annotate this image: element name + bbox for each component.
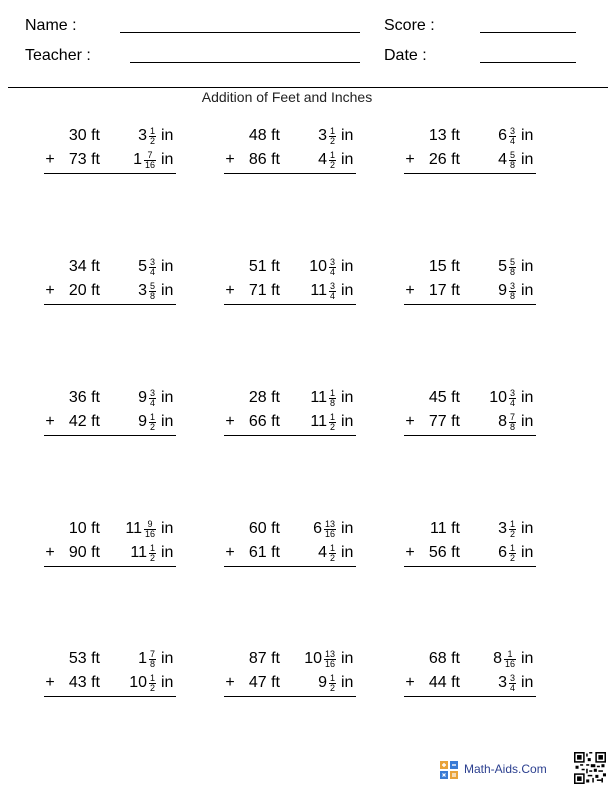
feet-value: 73 ft — [68, 151, 100, 168]
fraction-numerator: 3 — [149, 256, 155, 267]
problem-6 — [400, 255, 550, 315]
addend-row — [220, 386, 370, 410]
inches-value — [468, 124, 516, 148]
inches-whole: 3 — [498, 520, 507, 537]
inch-unit: in — [161, 389, 174, 406]
inches-fraction — [144, 520, 156, 539]
answer-line[interactable] — [404, 696, 536, 697]
inches-fraction — [149, 258, 156, 277]
inches-whole: 9 — [138, 389, 147, 406]
addend-row — [40, 671, 190, 695]
inch-unit: in — [521, 650, 534, 667]
inches-value — [108, 410, 156, 434]
feet-value: 47 ft — [248, 674, 280, 691]
inch-unit: in — [341, 650, 354, 667]
feet-value: 66 ft — [248, 413, 280, 430]
fraction-numerator: 1 — [149, 411, 155, 422]
fraction-denominator: 2 — [329, 682, 335, 693]
feet-value: 77 ft — [428, 413, 460, 430]
addend-row — [40, 386, 190, 410]
inches-value — [108, 124, 156, 148]
inches-value — [468, 255, 516, 279]
feet-value: 26 ft — [428, 151, 460, 168]
inch-unit: in — [341, 258, 354, 275]
fraction-denominator: 4 — [149, 397, 155, 408]
fraction-denominator: 8 — [149, 658, 155, 669]
inch-unit: in — [161, 282, 174, 299]
fraction-denominator: 2 — [509, 528, 515, 539]
inches-fraction — [324, 520, 336, 539]
plus-sign: + — [405, 282, 415, 299]
inches-fraction — [329, 258, 336, 277]
date-label: Date : — [384, 47, 427, 64]
answer-line[interactable] — [44, 173, 176, 174]
inches-value — [288, 148, 336, 172]
teacher-label: Teacher : — [25, 47, 91, 64]
feet-value: 86 ft — [248, 151, 280, 168]
inch-unit: in — [521, 151, 534, 168]
site-name: Math-Aids.Com — [464, 762, 547, 776]
inches-value — [288, 541, 336, 565]
inches-value — [288, 255, 336, 279]
inch-unit: in — [521, 127, 534, 144]
inches-whole: 3 — [138, 127, 147, 144]
problem-1 — [40, 124, 190, 184]
inches-whole: 3 — [138, 282, 147, 299]
feet-value: 90 ft — [68, 544, 100, 561]
inches-fraction — [509, 258, 516, 277]
feet-value: 13 ft — [428, 127, 460, 144]
fraction-numerator: 13 — [324, 518, 335, 529]
fraction-numerator: 3 — [509, 125, 515, 136]
inches-whole: 1 — [133, 151, 142, 168]
fraction-denominator: 8 — [509, 266, 515, 277]
name-field-line[interactable] — [120, 32, 360, 33]
plus-sign: + — [225, 413, 235, 430]
inches-value — [288, 517, 336, 541]
addend-row — [400, 671, 550, 695]
inch-unit: in — [341, 674, 354, 691]
addend-row — [400, 386, 550, 410]
inches-whole: 11 — [130, 544, 147, 561]
addend-row — [220, 647, 370, 671]
problem-2 — [220, 124, 370, 184]
fraction-denominator: 8 — [149, 290, 155, 301]
addend-row — [220, 124, 370, 148]
plus-sign: + — [405, 151, 415, 168]
qr-code-icon — [574, 752, 606, 784]
feet-value: 42 ft — [68, 413, 100, 430]
answer-line[interactable] — [224, 173, 356, 174]
fraction-numerator: 3 — [329, 256, 335, 267]
inch-unit: in — [521, 282, 534, 299]
answer-line[interactable] — [44, 435, 176, 436]
inches-whole: 9 — [318, 674, 327, 691]
inches-whole: 9 — [498, 282, 507, 299]
fraction-denominator: 8 — [509, 159, 515, 170]
problem-9 — [400, 386, 550, 446]
inches-fraction — [509, 282, 516, 301]
fraction-numerator: 1 — [329, 542, 335, 553]
answer-line[interactable] — [404, 566, 536, 567]
inches-whole: 11 — [310, 413, 327, 430]
inch-unit: in — [161, 674, 174, 691]
fraction-denominator: 16 — [144, 159, 155, 170]
fraction-denominator: 2 — [329, 421, 335, 432]
fraction-denominator: 16 — [144, 528, 155, 539]
inches-value — [468, 410, 516, 434]
inch-unit: in — [161, 650, 174, 667]
feet-value: 68 ft — [428, 650, 460, 667]
fraction-numerator: 1 — [507, 648, 513, 659]
inch-unit: in — [341, 413, 354, 430]
inch-unit: in — [521, 258, 534, 275]
problem-13 — [40, 647, 190, 707]
answer-line[interactable] — [44, 304, 176, 305]
inches-whole: 8 — [498, 413, 507, 430]
inches-whole: 8 — [493, 650, 502, 667]
plus-sign: + — [405, 544, 415, 561]
fraction-denominator: 2 — [149, 682, 155, 693]
header-divider — [8, 87, 608, 88]
fraction-numerator: 13 — [324, 648, 335, 659]
fraction-denominator: 4 — [509, 397, 515, 408]
answer-line[interactable] — [224, 435, 356, 436]
inches-fraction — [329, 544, 336, 563]
inch-unit: in — [521, 389, 534, 406]
addend-row — [400, 255, 550, 279]
addend-row — [40, 541, 190, 565]
fraction-denominator: 2 — [149, 135, 155, 146]
inches-whole: 6 — [498, 127, 507, 144]
fraction-numerator: 1 — [329, 387, 335, 398]
inches-value — [108, 647, 156, 671]
inches-whole: 4 — [318, 544, 327, 561]
feet-value: 44 ft — [428, 674, 460, 691]
addend-row — [400, 517, 550, 541]
fraction-denominator: 2 — [329, 552, 335, 563]
calculator-icon — [440, 761, 458, 779]
problem-7 — [40, 386, 190, 446]
worksheet-title: Addition of Feet and Inches — [201, 89, 373, 105]
fraction-denominator: 2 — [329, 159, 335, 170]
fraction-denominator: 8 — [509, 290, 515, 301]
feet-value: 15 ft — [428, 258, 460, 275]
plus-sign: + — [45, 282, 55, 299]
addend-row — [400, 148, 550, 172]
answer-line[interactable] — [44, 566, 176, 567]
inches-whole: 10 — [309, 258, 327, 275]
plus-sign: + — [225, 282, 235, 299]
inches-fraction — [509, 127, 516, 146]
fraction-denominator: 16 — [324, 658, 335, 669]
fraction-numerator: 1 — [149, 672, 155, 683]
answer-line[interactable] — [404, 435, 536, 436]
fraction-numerator: 7 — [149, 648, 155, 659]
addend-row — [220, 255, 370, 279]
addend-row — [220, 517, 370, 541]
feet-value: 28 ft — [248, 389, 280, 406]
inches-whole: 5 — [498, 258, 507, 275]
inches-fraction — [509, 151, 516, 170]
inches-fraction — [149, 544, 156, 563]
plus-sign: + — [45, 413, 55, 430]
plus-sign: + — [225, 674, 235, 691]
addend-row — [400, 279, 550, 303]
feet-value: 56 ft — [428, 544, 460, 561]
inches-fraction — [509, 544, 516, 563]
inches-value — [468, 647, 516, 671]
inches-whole: 11 — [310, 282, 327, 299]
inch-unit: in — [341, 389, 354, 406]
date-field-line[interactable] — [480, 62, 576, 63]
inches-fraction — [149, 413, 156, 432]
fraction-numerator: 1 — [329, 411, 335, 422]
fraction-numerator: 1 — [149, 542, 155, 553]
inch-unit: in — [161, 258, 174, 275]
inches-whole: 6 — [313, 520, 322, 537]
inches-value — [288, 647, 336, 671]
addend-row — [220, 671, 370, 695]
inches-value — [288, 124, 336, 148]
addend-row — [220, 279, 370, 303]
answer-line[interactable] — [404, 304, 536, 305]
inches-value — [468, 279, 516, 303]
feet-value: 60 ft — [248, 520, 280, 537]
fraction-denominator: 2 — [149, 421, 155, 432]
problem-15 — [400, 647, 550, 707]
inch-unit: in — [341, 127, 354, 144]
problem-3 — [400, 124, 550, 184]
inches-fraction — [149, 389, 156, 408]
answer-line[interactable] — [224, 696, 356, 697]
inches-fraction — [504, 650, 516, 669]
feet-value: 36 ft — [68, 389, 100, 406]
inches-fraction — [149, 674, 156, 693]
inches-fraction — [149, 127, 156, 146]
inches-whole: 11 — [310, 389, 327, 406]
fraction-denominator: 16 — [504, 658, 515, 669]
fraction-numerator: 1 — [509, 542, 515, 553]
fraction-denominator: 4 — [509, 682, 515, 693]
addend-row — [400, 647, 550, 671]
inches-value — [288, 279, 336, 303]
fraction-numerator: 1 — [329, 149, 335, 160]
inches-whole: 3 — [498, 674, 507, 691]
fraction-numerator: 1 — [509, 518, 515, 529]
inches-whole: 10 — [489, 389, 507, 406]
inch-unit: in — [521, 413, 534, 430]
inches-value — [468, 541, 516, 565]
inches-value — [108, 517, 156, 541]
addend-row — [40, 279, 190, 303]
fraction-denominator: 16 — [324, 528, 335, 539]
addend-row — [40, 410, 190, 434]
fraction-denominator: 8 — [509, 421, 515, 432]
inches-fraction — [144, 151, 156, 170]
fraction-numerator: 1 — [329, 125, 335, 136]
inch-unit: in — [341, 544, 354, 561]
feet-value: 11 ft — [430, 520, 460, 537]
inches-whole: 11 — [125, 520, 142, 537]
inches-whole: 5 — [138, 258, 147, 275]
inches-whole: 3 — [318, 127, 327, 144]
addend-row — [40, 517, 190, 541]
feet-value: 10 ft — [68, 520, 100, 537]
inches-value — [468, 148, 516, 172]
feet-value: 30 ft — [68, 127, 100, 144]
inches-fraction — [329, 674, 336, 693]
addend-row — [40, 148, 190, 172]
fraction-numerator: 3 — [509, 280, 515, 291]
inches-fraction — [329, 127, 336, 146]
plus-sign: + — [225, 544, 235, 561]
problem-10 — [40, 517, 190, 577]
fraction-numerator: 3 — [329, 280, 335, 291]
plus-sign: + — [45, 674, 55, 691]
addend-row — [40, 124, 190, 148]
plus-sign: + — [405, 413, 415, 430]
inch-unit: in — [341, 282, 354, 299]
plus-sign: + — [45, 151, 55, 168]
fraction-numerator: 7 — [147, 149, 153, 160]
feet-value: 45 ft — [428, 389, 460, 406]
problem-4 — [40, 255, 190, 315]
inches-value — [288, 410, 336, 434]
answer-line[interactable] — [44, 696, 176, 697]
fraction-denominator: 2 — [329, 135, 335, 146]
inch-unit: in — [161, 127, 174, 144]
inch-unit: in — [521, 520, 534, 537]
inches-fraction — [509, 389, 516, 408]
addend-row — [220, 541, 370, 565]
inches-fraction — [329, 282, 336, 301]
inches-fraction — [329, 413, 336, 432]
problem-14 — [220, 647, 370, 707]
inch-unit: in — [161, 544, 174, 561]
fraction-numerator: 7 — [509, 411, 515, 422]
fraction-denominator: 8 — [329, 397, 335, 408]
plus-sign: + — [225, 151, 235, 168]
inch-unit: in — [341, 151, 354, 168]
fraction-denominator: 4 — [329, 290, 335, 301]
answer-line[interactable] — [224, 304, 356, 305]
fraction-numerator: 1 — [149, 125, 155, 136]
feet-value: 87 ft — [248, 650, 280, 667]
inches-value — [288, 386, 336, 410]
addend-row — [400, 124, 550, 148]
answer-line[interactable] — [224, 566, 356, 567]
feet-value: 17 ft — [428, 282, 460, 299]
problem-5 — [220, 255, 370, 315]
fraction-numerator: 5 — [509, 149, 515, 160]
feet-value: 71 ft — [248, 282, 280, 299]
inch-unit: in — [161, 520, 174, 537]
addend-row — [400, 410, 550, 434]
inches-value — [108, 279, 156, 303]
fraction-numerator: 9 — [147, 518, 153, 529]
inch-unit: in — [341, 520, 354, 537]
problem-12 — [400, 517, 550, 577]
inches-whole: 10 — [129, 674, 147, 691]
feet-value: 34 ft — [68, 258, 100, 275]
inches-fraction — [509, 674, 516, 693]
fraction-numerator: 1 — [329, 672, 335, 683]
inches-fraction — [149, 282, 156, 301]
inches-value — [288, 671, 336, 695]
inches-value — [108, 671, 156, 695]
fraction-numerator: 3 — [509, 672, 515, 683]
inches-fraction — [149, 650, 156, 669]
inches-fraction — [324, 650, 336, 669]
fraction-denominator: 2 — [509, 552, 515, 563]
fraction-denominator: 2 — [149, 552, 155, 563]
fraction-denominator: 4 — [329, 266, 335, 277]
addend-row — [220, 148, 370, 172]
inches-value — [468, 386, 516, 410]
plus-sign: + — [405, 674, 415, 691]
inches-whole: 1 — [138, 650, 147, 667]
inches-value — [468, 671, 516, 695]
fraction-numerator: 5 — [509, 256, 515, 267]
inches-whole: 4 — [318, 151, 327, 168]
fraction-numerator: 3 — [149, 387, 155, 398]
inch-unit: in — [521, 674, 534, 691]
inches-whole: 6 — [498, 544, 507, 561]
inches-value — [468, 517, 516, 541]
addend-row — [220, 410, 370, 434]
feet-value: 43 ft — [68, 674, 100, 691]
fraction-numerator: 3 — [509, 387, 515, 398]
inches-value — [108, 255, 156, 279]
name-label: Name : — [25, 17, 77, 34]
inches-fraction — [329, 151, 336, 170]
answer-line[interactable] — [404, 173, 536, 174]
inches-value — [108, 148, 156, 172]
inch-unit: in — [161, 413, 174, 430]
fraction-denominator: 4 — [149, 266, 155, 277]
fraction-denominator: 4 — [509, 135, 515, 146]
inches-value — [108, 541, 156, 565]
inch-unit: in — [161, 151, 174, 168]
inches-whole: 4 — [498, 151, 507, 168]
fraction-numerator: 5 — [149, 280, 155, 291]
inches-whole: 10 — [304, 650, 322, 667]
inches-fraction — [509, 520, 516, 539]
addend-row — [40, 255, 190, 279]
problem-11 — [220, 517, 370, 577]
score-label: Score : — [384, 17, 435, 34]
feet-value: 20 ft — [68, 282, 100, 299]
inches-value — [108, 386, 156, 410]
teacher-field-line[interactable] — [130, 62, 360, 63]
problem-8 — [220, 386, 370, 446]
feet-value: 53 ft — [68, 650, 100, 667]
score-field-line[interactable] — [480, 32, 576, 33]
feet-value: 51 ft — [248, 258, 280, 275]
inches-whole: 9 — [138, 413, 147, 430]
inch-unit: in — [521, 544, 534, 561]
inches-fraction — [509, 413, 516, 432]
plus-sign: + — [45, 544, 55, 561]
addend-row — [400, 541, 550, 565]
inches-fraction — [329, 389, 336, 408]
feet-value: 61 ft — [248, 544, 280, 561]
addend-row — [40, 647, 190, 671]
feet-value: 48 ft — [248, 127, 280, 144]
